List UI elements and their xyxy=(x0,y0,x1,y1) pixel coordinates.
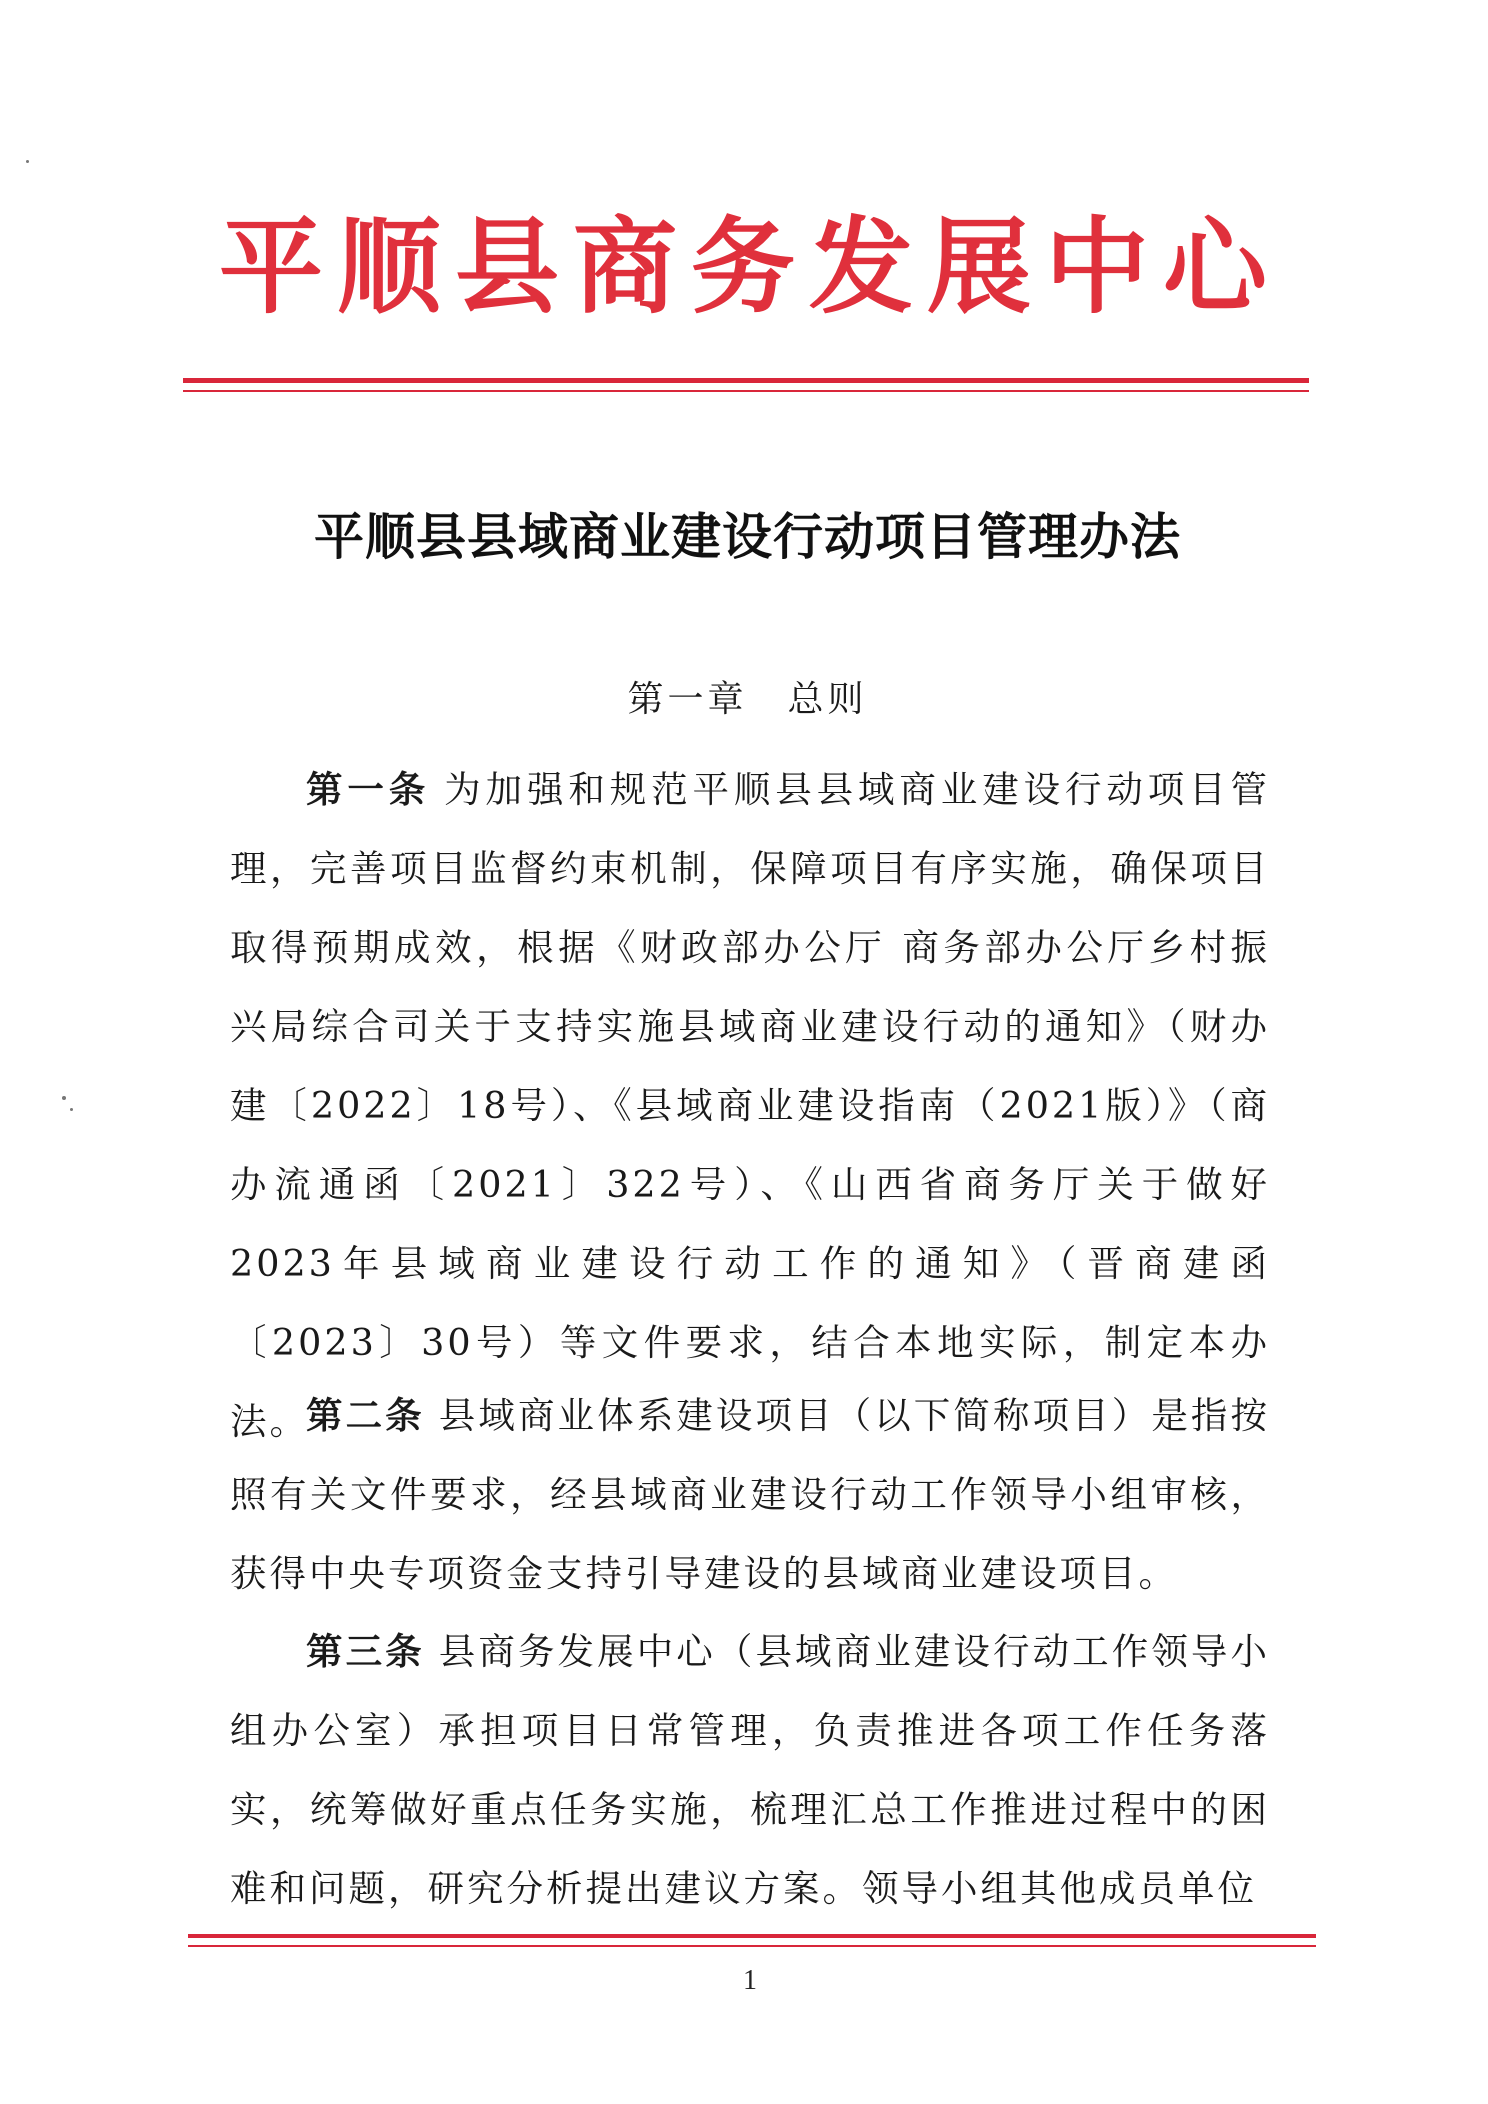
article-text: 县商务发展中心（县域商业建设行动工作领导小组办公室）承担项目日常管理，负责推进各项工作任务落实，统筹做好重点任务实施，梳理汇总工作推进过程中的困难和问题，研究分析提出建议方案。领导小组其他成员单位 xyxy=(230,1630,1271,1910)
article-label: 第一条 xyxy=(306,768,431,811)
header-rule-thick xyxy=(183,378,1309,383)
article-paragraph-3 xyxy=(230,1612,1270,1928)
article-label: 第二条 xyxy=(306,1394,425,1437)
header-rule-thin xyxy=(183,390,1309,392)
masthead-title: 平顺县商务发展中心 xyxy=(218,205,1281,328)
scan-speck xyxy=(26,160,29,163)
article-label: 第三条 xyxy=(306,1630,425,1673)
chapter-heading: 第一章 总则 xyxy=(627,679,868,720)
article-paragraph-2 xyxy=(230,1376,1270,1613)
scan-speck xyxy=(62,1096,66,1100)
article-paragraph-1 xyxy=(230,750,1270,1461)
scan-speck xyxy=(70,1108,73,1111)
footer-rule-thin xyxy=(188,1945,1316,1947)
footer-rule-thick xyxy=(188,1934,1316,1938)
page-number: 1 xyxy=(743,1965,757,1996)
document-title: 平顺县县域商业建设行动项目管理办法 xyxy=(314,508,1181,566)
article-text: 为加强和规范平顺县县域商业建设行动项目管理，完善项目监督约束机制，保障项目有序实施，确保项目取得预期成效，根据《财政部办公厅 商务部办公厅乡村振兴局综合司关于支持实施县域商业建设行动的通知》（财办建〔2022〕18号）、《县域商业建设指南（2021版）》（商办流通函〔2021〕322号）、《山西省商务厅关于做好2023年县域商业建设行动工作的通知》（晋商建函〔2023〕30号）等文件要求，结合本地实际，制定本办法。 xyxy=(230,768,1271,1443)
article-text: 县域商业体系建设项目（以下简称项目）是指按照有关文件要求，经县域商业建设行动工作领导小组审核，获得中央专项资金支持引导建设的县域商业建设项目。 xyxy=(230,1394,1271,1595)
